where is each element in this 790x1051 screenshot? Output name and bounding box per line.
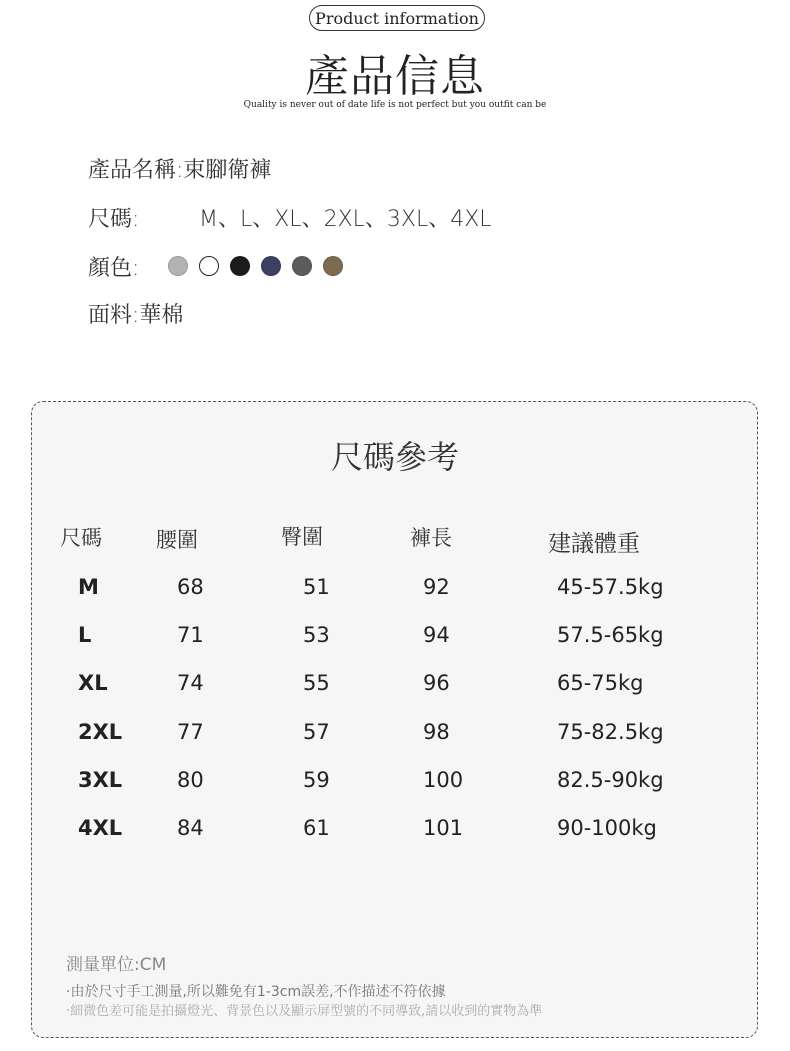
row-hip: 59 [303, 767, 330, 792]
row-waist: 74 [177, 671, 204, 696]
row-weight: 82.5-90kg [557, 767, 664, 792]
color-swatch [292, 256, 312, 276]
row-size: M [78, 575, 99, 599]
product-information-pill: Product information [309, 5, 485, 31]
tagline: Quality is never out of date life is not perfect but you outfit can be [243, 100, 547, 110]
row-hip: 57 [303, 719, 330, 744]
row-size: L [78, 623, 92, 648]
header-hip: 臀圍 [281, 525, 323, 549]
row-length: 92 [423, 575, 450, 599]
header-waist: 腰圍 [156, 528, 198, 552]
color-swatch [261, 256, 281, 276]
row-waist: 80 [177, 767, 204, 792]
row-weight: 45-57.5kg [557, 575, 664, 599]
header-size: 尺碼 [60, 526, 102, 550]
row-size: 2XL [78, 719, 123, 744]
color-swatch [168, 256, 188, 276]
color-swatches [168, 256, 343, 276]
row-size: 3XL [78, 767, 123, 792]
row-length: 96 [423, 671, 450, 696]
row-weight: 65-75kg [557, 671, 644, 696]
unit-note: 測量單位:CM [66, 955, 167, 975]
fabric: 面料:華棉 [88, 303, 184, 328]
row-length: 98 [423, 719, 450, 744]
row-waist: 84 [177, 816, 204, 840]
row-length: 94 [423, 623, 450, 648]
color-swatch [230, 256, 250, 276]
product-name: 產品名稱:束腳衛褲 [88, 158, 272, 183]
header-length: 褲長 [410, 526, 452, 550]
size-values: M、L、XL、2XL、3XL、4XL [199, 207, 492, 232]
row-size: XL [78, 671, 108, 696]
color-swatch [323, 256, 343, 276]
size-chart-title: 尺碼參考 [330, 438, 459, 476]
page-title: 產品信息 [305, 51, 485, 102]
row-waist: 71 [177, 623, 204, 648]
row-size: 4XL [78, 816, 123, 840]
row-hip: 61 [303, 816, 330, 840]
row-weight: 90-100kg [557, 816, 657, 840]
color-label: 顏色: [88, 256, 140, 281]
row-length: 100 [423, 767, 464, 792]
measurement-note: ·由於尺寸手工測量,所以難免有1-3cm誤差,不作描述不符依據 [66, 984, 446, 1000]
row-hip: 55 [303, 671, 330, 696]
row-weight: 75-82.5kg [557, 719, 664, 744]
row-waist: 77 [177, 719, 204, 744]
row-waist: 68 [177, 575, 204, 599]
color-note: ·細微色差可能是拍攝燈光、背景色以及顯示屏型號的不同導致,請以收到的實物為準 [66, 1004, 543, 1019]
header-weight: 建議體重 [548, 531, 640, 557]
row-length: 101 [423, 816, 464, 840]
size-label: 尺碼: [88, 207, 140, 232]
color-swatch [199, 256, 219, 276]
row-hip: 53 [303, 623, 330, 648]
row-weight: 57.5-65kg [557, 623, 664, 648]
row-hip: 51 [303, 575, 330, 599]
